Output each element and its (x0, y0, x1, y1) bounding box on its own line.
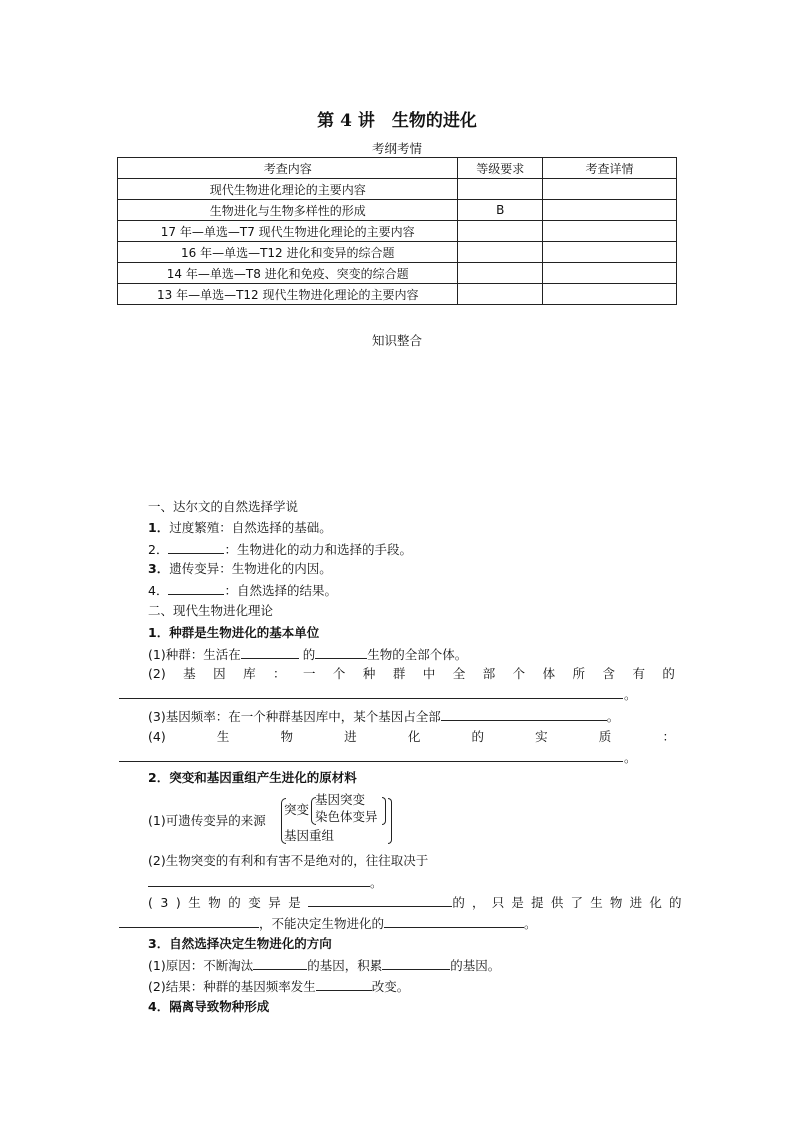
table-row (118, 284, 677, 305)
right-brace (388, 798, 392, 844)
text-segment: (2)结果：种群的基因频率发生 (148, 979, 316, 994)
fill-blank[interactable] (168, 540, 224, 554)
table-cell (542, 242, 676, 263)
fill-blank[interactable] (119, 761, 623, 762)
table-cell (542, 284, 676, 305)
page-title: 第 4 讲 生物的进化 (317, 111, 477, 131)
fill-blank[interactable] (241, 645, 299, 659)
text-segment: (3)基因频率：在一个种群基因库中，某个基因占全部 (148, 709, 441, 724)
char: 群 (392, 666, 406, 681)
char: (4) (148, 729, 166, 744)
evolution-essence-line (148, 728, 675, 746)
table-row (118, 179, 677, 200)
fill-blank[interactable] (315, 645, 367, 659)
char: 的 (228, 895, 249, 910)
char: 的 (471, 729, 484, 744)
part1-heading: 一、达尔文的自然选择学说 (148, 499, 299, 514)
table-header-row (118, 158, 677, 179)
text-segment: 。 (606, 709, 620, 724)
table-cell: 现代生物进化理论的主要内容 (118, 179, 458, 200)
char: 含 (602, 666, 616, 681)
table-cell (458, 263, 542, 284)
text-segment: 的基因，积累 (307, 958, 383, 973)
point-2 (148, 540, 412, 559)
point-number: 2． (148, 542, 169, 557)
text-segment: 的 (302, 647, 316, 662)
mutation-label: 突变 (284, 802, 310, 817)
fill-blank[interactable] (148, 873, 370, 887)
point-4 (148, 581, 337, 600)
gene-recombination-label: 基因重组 (284, 828, 335, 843)
population-definition (148, 645, 467, 664)
char: 变 (248, 895, 269, 910)
char: 有 (632, 666, 645, 681)
diagram-label: (1)可遗传变异的来源 (148, 813, 266, 828)
char: 进 (344, 729, 357, 744)
char: 的 (662, 666, 675, 681)
period: 。 (624, 687, 637, 702)
mutation-relativity-answer (148, 873, 383, 892)
chromosome-variation-label: 染色体变异 (315, 809, 378, 824)
text-segment: 。 (370, 875, 383, 890)
fill-blank[interactable] (119, 698, 623, 699)
table-cell (542, 200, 676, 221)
table-cell: 13 年—单选—T12 现代生物进化理论的主要内容 (118, 284, 458, 305)
text-segment: (1)原因：不断淘汰 (148, 958, 254, 973)
char: 部 (482, 666, 496, 681)
subsection-2-heading: 2．突变和基因重组产生进化的原材料 (148, 770, 357, 785)
mutation-relativity-text: (2)生物突变的有利和有害不是绝对的，往往取决于 (148, 853, 429, 868)
char: 一 (302, 666, 316, 681)
table-cell (542, 179, 676, 200)
table-cell: 16 年—单选—T12 进化和变异的综合题 (118, 242, 458, 263)
char: (3) (148, 895, 189, 910)
gene-mutation-label: 基因突变 (315, 792, 366, 807)
point-1 (148, 519, 332, 537)
selection-cause (148, 956, 500, 975)
table-row (118, 200, 677, 221)
table-row (118, 221, 677, 242)
point-number: 4． (148, 583, 169, 598)
char: 体 (542, 666, 556, 681)
text-segment: 的基因。 (450, 958, 501, 973)
gene-frequency-definition (148, 707, 619, 726)
char: 中 (422, 666, 436, 681)
column-header: 考查详情 (542, 158, 676, 179)
selection-result (148, 977, 409, 996)
point-number: 1． (148, 520, 170, 535)
point-text: ：自然选择的结果。 (224, 583, 337, 598)
text-segment: 的，只是提供了生物进化的 (452, 895, 689, 910)
table-cell (542, 221, 676, 242)
exam-outline-table (117, 157, 677, 305)
table-row (118, 242, 677, 263)
column-header: 考查内容 (118, 158, 458, 179)
text-segment: ，不能决定生物进化的 (259, 916, 385, 931)
column-header: 等级要求 (458, 158, 542, 179)
char: 所 (572, 666, 586, 681)
table-cell (458, 242, 542, 263)
table-cell: B (458, 200, 542, 221)
char: 种 (362, 666, 376, 681)
subsection-3-heading: 3．自然选择决定生物进化的方向 (148, 936, 332, 951)
table-cell (458, 221, 542, 242)
table-cell (458, 284, 542, 305)
variation-sources-diagram (148, 793, 408, 849)
char: 基 (183, 666, 196, 681)
table-cell: 17 年—单选—T7 现代生物进化理论的主要内容 (118, 221, 458, 242)
text-segment: (1)种群：生活在 (148, 647, 241, 662)
variation-nature-line-2 (119, 914, 537, 933)
text-segment: 改变。 (371, 979, 410, 994)
subsection-4-heading: 4．隔离导致物种形成 (148, 999, 270, 1014)
table-cell (458, 179, 542, 200)
char: 化 (407, 729, 421, 744)
knowledge-section-title: 知识整合 (371, 333, 422, 348)
char: (2) (148, 666, 166, 681)
text-segment: 。 (524, 916, 537, 931)
fill-blank[interactable] (253, 956, 307, 970)
char: 生 (188, 895, 209, 910)
char: 异 (268, 895, 289, 910)
exam-outline-heading: 考纲考情 (371, 141, 422, 156)
char: ： (662, 729, 675, 744)
char: 实 (535, 729, 548, 744)
period: 。 (624, 750, 637, 765)
fill-blank[interactable] (308, 893, 452, 907)
char: 物 (280, 729, 294, 744)
point-3 (148, 560, 332, 578)
table-row (118, 263, 677, 284)
text-segment (148, 895, 308, 910)
fill-blank[interactable] (382, 956, 450, 970)
table-cell: 生物进化与生物多样性的形成 (118, 200, 458, 221)
char: 物 (208, 895, 229, 910)
char: 质 (598, 729, 612, 744)
point-text: 遗传变异：生物进化的内因。 (169, 561, 332, 576)
char: 因 (213, 666, 226, 681)
table-cell (542, 263, 676, 284)
subsection-1-heading: 1．种群是生物进化的基本单位 (148, 625, 320, 640)
variation-nature-line (148, 893, 689, 912)
char: 库 (243, 666, 256, 681)
text-segment: 生物的全部个体。 (367, 647, 468, 662)
gene-pool-line (148, 665, 675, 683)
part2-heading: 二、现代生物进化理论 (148, 603, 274, 618)
char: 是 (288, 895, 309, 910)
fill-blank[interactable] (316, 977, 372, 991)
point-text: ：生物进化的动力和选择的手段。 (224, 542, 412, 557)
fill-blank[interactable] (119, 914, 259, 928)
table-cell: 14 年—单选—T8 进化和免疫、突变的综合题 (118, 263, 458, 284)
char: 生 (216, 729, 230, 744)
char: ： (273, 666, 286, 681)
char: 全 (452, 666, 466, 681)
inner-right-brace (382, 797, 386, 825)
char: 个 (512, 666, 526, 681)
fill-blank[interactable] (168, 581, 224, 595)
fill-blank[interactable] (441, 707, 607, 721)
point-number: 3． (148, 561, 170, 576)
point-text: 过度繁殖：自然选择的基础。 (169, 520, 332, 535)
char: 个 (332, 666, 346, 681)
fill-blank[interactable] (384, 914, 524, 928)
